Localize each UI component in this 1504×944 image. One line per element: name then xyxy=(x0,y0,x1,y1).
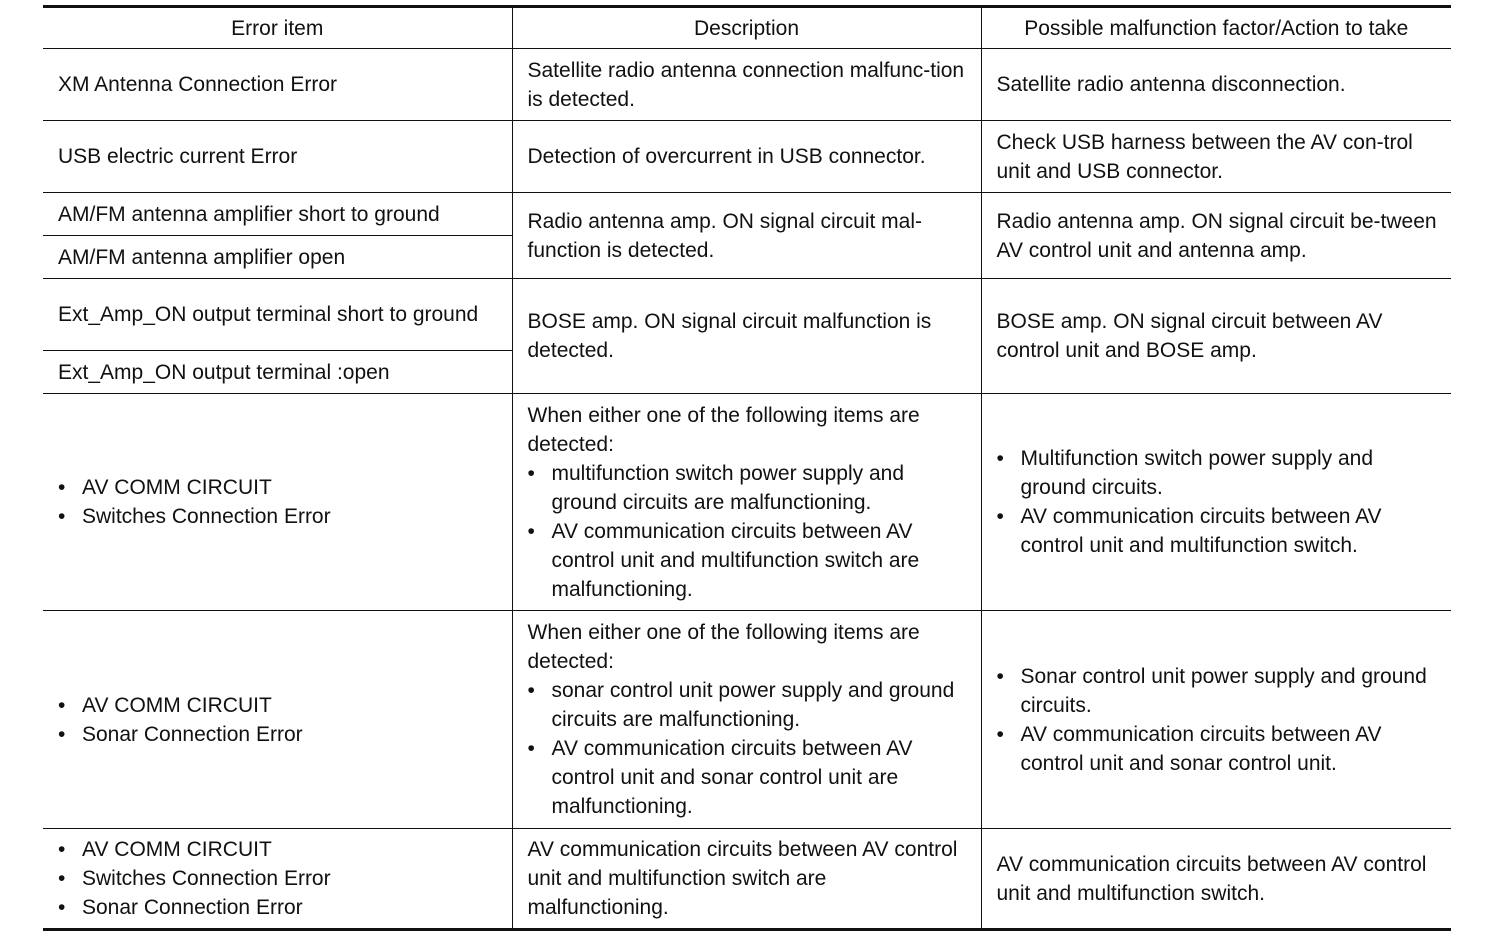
description-cell: AV communication circuits between AV control unit and multifunction switch are malfunctioning. xyxy=(512,829,981,930)
header-row xyxy=(43,7,1451,49)
description-intro: When either one of the following items are detected: xyxy=(527,621,920,673)
table-body xyxy=(43,49,1451,930)
list-item: • Multifunction switch power supply and ground circuits. xyxy=(997,444,1444,502)
list-item: • Sonar Connection Error xyxy=(58,720,504,749)
error-cell: Ext_Amp_ON output terminal :open xyxy=(43,351,512,394)
table-row-xm-antenna xyxy=(43,49,1451,121)
error-list xyxy=(58,835,504,922)
error-item-table xyxy=(43,5,1451,931)
action-cell: Radio antenna amp. ON signal circuit be-tween AV control unit and antenna amp. xyxy=(981,193,1451,279)
header-action: Possible malfunction factor/Action to take xyxy=(981,7,1451,49)
list-item: • sonar control unit power supply and ground circuits are malfunctioning. xyxy=(528,676,973,734)
action-cell: Satellite radio antenna disconnection. xyxy=(981,49,1451,121)
diagnosis-document xyxy=(43,5,1451,931)
table-header xyxy=(43,7,1451,49)
list-item: • AV COMM CIRCUIT xyxy=(58,473,504,502)
action-cell: Check USB harness between the AV con-trol unit and USB connector. xyxy=(981,121,1451,193)
description-list xyxy=(528,676,973,821)
action-cell xyxy=(981,394,1451,611)
action-cell: AV communication circuits between AV control unit and multifunction switch. xyxy=(981,829,1451,930)
list-item: • AV communication circuits between AV control unit and multifunction switch are malfunctioning. xyxy=(528,517,973,604)
list-item: • AV COMM CIRCUIT xyxy=(58,691,504,720)
action-cell xyxy=(981,611,1451,829)
list-item: • Sonar Connection Error xyxy=(58,893,504,922)
description-intro: When either one of the following items are detected: xyxy=(527,403,920,456)
description-cell: BOSE amp. ON signal circuit malfunction is detected. xyxy=(512,279,981,394)
description-cell xyxy=(512,611,981,829)
list-item: • Sonar control unit power supply and ground circuits. xyxy=(997,662,1444,720)
error-cell xyxy=(43,829,512,930)
error-cell: AM/FM antenna amplifier open xyxy=(43,236,512,279)
table-row-ext-amp-short xyxy=(43,279,1451,351)
table-row-usb-current xyxy=(43,121,1451,193)
error-cell xyxy=(43,394,512,611)
list-item: • multifunction switch power supply and ground circuits are malfunctioning. xyxy=(528,459,973,517)
list-item: • Switches Connection Error xyxy=(58,864,504,893)
list-item: • Switches Connection Error xyxy=(58,502,504,531)
description-cell: Radio antenna amp. ON signal circuit mal-function is detected. xyxy=(512,193,981,279)
list-item: • AV communication circuits between AV control unit and multifunction switch. xyxy=(997,502,1444,560)
description-cell xyxy=(512,394,981,611)
list-item: • AV COMM CIRCUIT xyxy=(58,835,504,864)
description-cell: Satellite radio antenna connection malfunc-tion is detected. xyxy=(512,49,981,121)
list-item: • AV communication circuits between AV control unit and sonar control unit. xyxy=(997,720,1444,778)
action-list xyxy=(997,662,1444,778)
table-row-amfm-short xyxy=(43,193,1451,236)
error-cell: XM Antenna Connection Error xyxy=(43,49,512,121)
error-cell xyxy=(43,611,512,829)
list-item: • AV communication circuits between AV control unit and sonar control unit are malfunctioning. xyxy=(528,734,973,821)
error-list xyxy=(58,473,504,531)
description-list xyxy=(528,459,973,604)
error-cell: AM/FM antenna amplifier short to ground xyxy=(43,193,512,236)
table-row-sonar-connection xyxy=(43,611,1451,829)
table-row-switches-connection xyxy=(43,394,1451,611)
error-cell: USB electric current Error xyxy=(43,121,512,193)
header-error-item: Error item xyxy=(43,7,512,49)
error-cell: Ext_Amp_ON output terminal short to ground xyxy=(43,279,512,351)
description-cell: Detection of overcurrent in USB connector. xyxy=(512,121,981,193)
action-cell: BOSE amp. ON signal circuit between AV control unit and BOSE amp. xyxy=(981,279,1451,394)
action-list xyxy=(997,444,1444,560)
header-description: Description xyxy=(512,7,981,49)
table-row-switches-sonar-connection xyxy=(43,829,1451,930)
error-list xyxy=(58,691,504,749)
